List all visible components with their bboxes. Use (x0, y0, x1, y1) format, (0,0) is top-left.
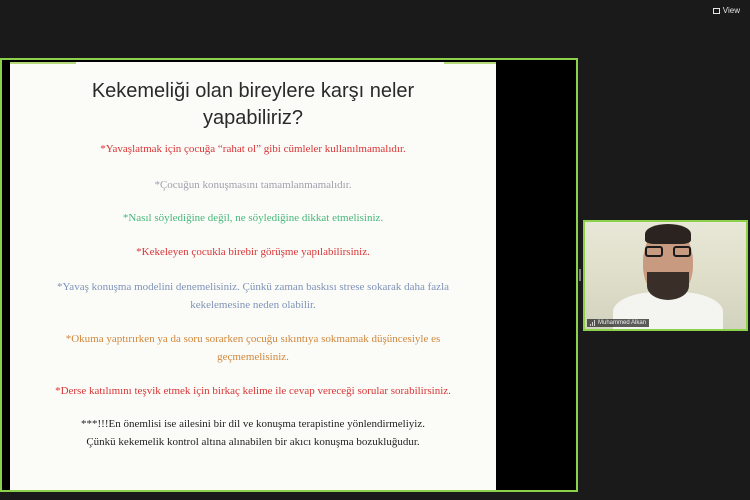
slide-bullet (10, 415, 496, 451)
view-icon (713, 8, 720, 14)
slide-title (10, 78, 496, 132)
slide-bullet-line: *Yavaş konuşma modelini denemelisiniz. Çünkü zaman baskısı strese sokarak daha fazla (56, 281, 450, 293)
slide-bullet (10, 278, 496, 314)
slide-bullet: *Derse katılımını teşvik etmek için birkaç kelime ile cevap vereceği sorular sorabilirsiniz. (55, 385, 451, 397)
participant-video-tile[interactable] (583, 220, 748, 331)
slide-bullet-line: *Okuma yaptırırken ya da soru sorarken çocuğu sıkıntıya sokmamak düşüncesiyle es (65, 333, 441, 345)
screen-share-area (0, 58, 578, 492)
signal-icon (590, 320, 595, 326)
slide-bullet-line: ***!!!En önemlisi ise ailesini bir dil ve konuşma terapistine yönlendirmeliyiz. (81, 418, 425, 430)
slide-bullet: *Kekeleyen çocukla birebir görüşme yapılabilirsiniz. (136, 246, 370, 258)
slide-bullet: *Yavaşlatmak için çocuğa “rahat ol” gibi cümleler kullanılmamalıdır. (100, 143, 406, 155)
slide-title-line2: yapabiliriz? (202, 107, 304, 129)
view-label: View (722, 6, 740, 15)
participant-name-tag (587, 319, 649, 327)
panel-splitter-handle[interactable] (578, 268, 582, 282)
participant-hair (645, 224, 691, 244)
slide-bullet: *Nasıl söylediğine değil, ne söylediğine dikkat etmelisiniz. (122, 212, 384, 224)
slide-decoration-right (444, 62, 496, 64)
slide-bullet-line: Çünkü kekemelik kontrol altına alınabilen bir akıcı konuşma bozukluğudur. (86, 436, 420, 448)
slide-bullet-line: kekelemesine neden olabilir. (190, 299, 316, 311)
participant-name: Muhammed Alkan (598, 320, 647, 326)
slide-bullet: *Çocuğun konuşmasını tamamlanmamalıdır. (154, 179, 352, 191)
view-button[interactable] (709, 4, 744, 17)
participant-glasses (645, 246, 691, 258)
slide-bullet (10, 330, 496, 366)
slide-bullet-line: geçmemelisiniz. (217, 351, 289, 363)
presentation-slide (10, 62, 496, 490)
slide-decoration-left (10, 62, 76, 64)
participant-beard (647, 272, 689, 300)
slide-title-line1: Kekemeliği olan bireylere karşı neler (91, 80, 415, 102)
